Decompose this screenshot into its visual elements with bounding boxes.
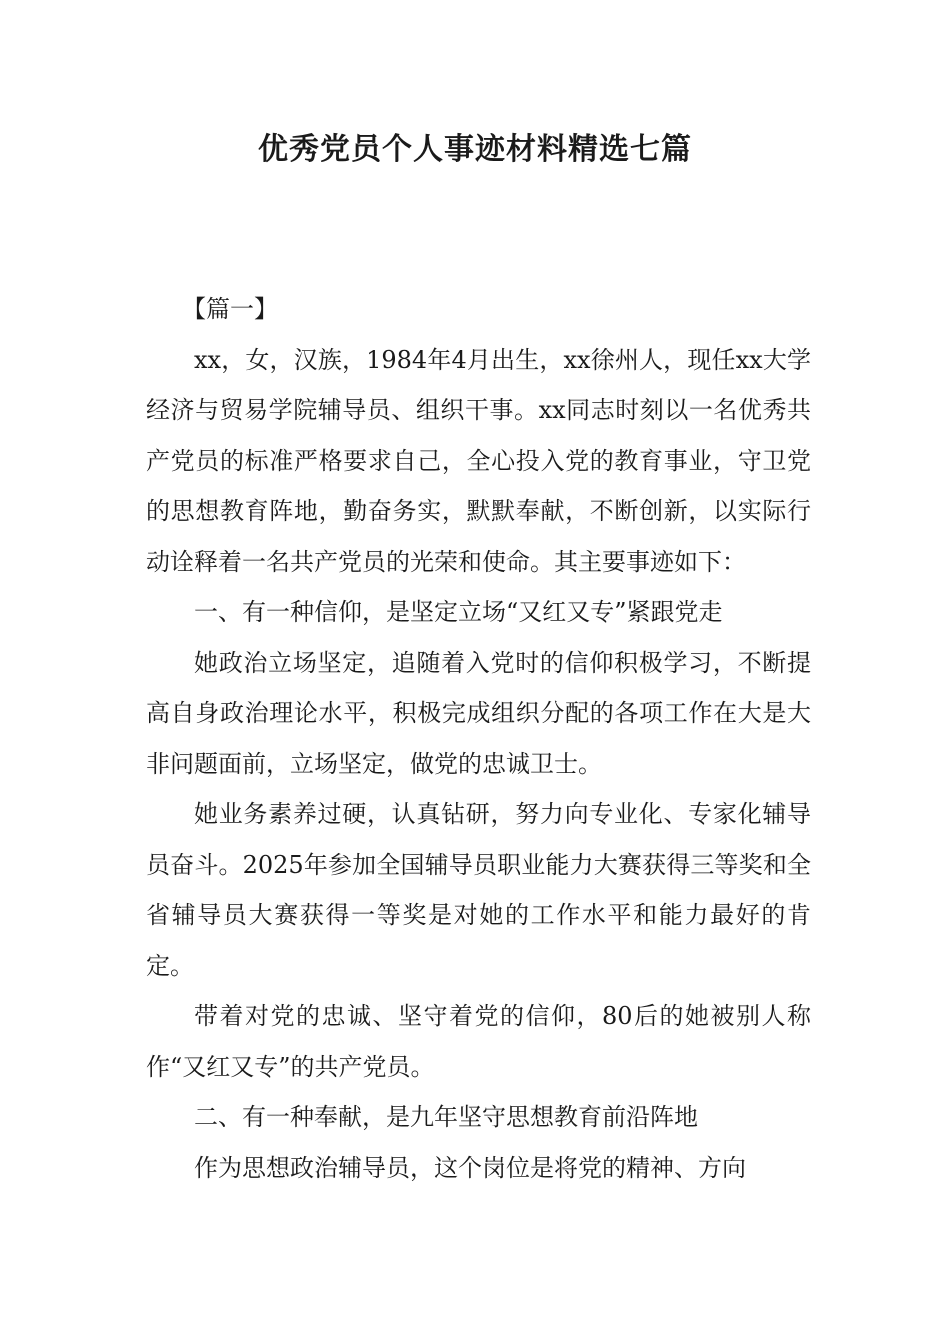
paragraph-professional-skill: 她业务素养过硬，认真钻研，努力向专业化、专家化辅导员奋斗。2025年参加全国辅导员职业能力大赛获得三等奖和全省辅导员大赛获得一等奖是对她的工作水平和能力最好的肯定。 [146, 800, 811, 980]
section-label: 【篇一】 [182, 295, 278, 323]
paragraph-counselor-role: 作为思想政治辅导员，这个岗位是将党的精神、方向 [194, 1153, 746, 1182]
document-body [146, 284, 811, 1193]
section-heading-1: 一、有一种信仰，是坚定立场“又红又专”紧跟党走 [194, 598, 723, 626]
paragraph-political-stance: 她政治立场坚定，追随着入党时的信仰积极学习，不断提高自身政治理论水平，积极完成组织分配的各项工作在大是大非问题面前，立场坚定，做党的忠诚卫士。 [146, 648, 811, 778]
paragraph-intro: xx，女，汉族，1984年4月出生，xx徐州人，现任xx大学经济与贸易学院辅导员、组织干事。xx同志时刻以一名优秀共产党员的标准严格要求自己，全心投入党的教育事业，守卫党的思想教育阵地，勤奋务实，默默奉献，不断创新，以实际行动诠释着一名共产党员的光荣和使命。其主要事迹如下： [146, 345, 811, 576]
document-title: 优秀党员个人事迹材料精选七篇 [258, 132, 692, 167]
section-heading-2: 二、有一种奉献，是九年坚守思想教育前沿阵地 [194, 1103, 698, 1131]
paragraph-loyalty: 带着对党的忠诚、坚守着党的信仰，80后的她被别人称作“又红又专”的共产党员。 [146, 1002, 811, 1081]
